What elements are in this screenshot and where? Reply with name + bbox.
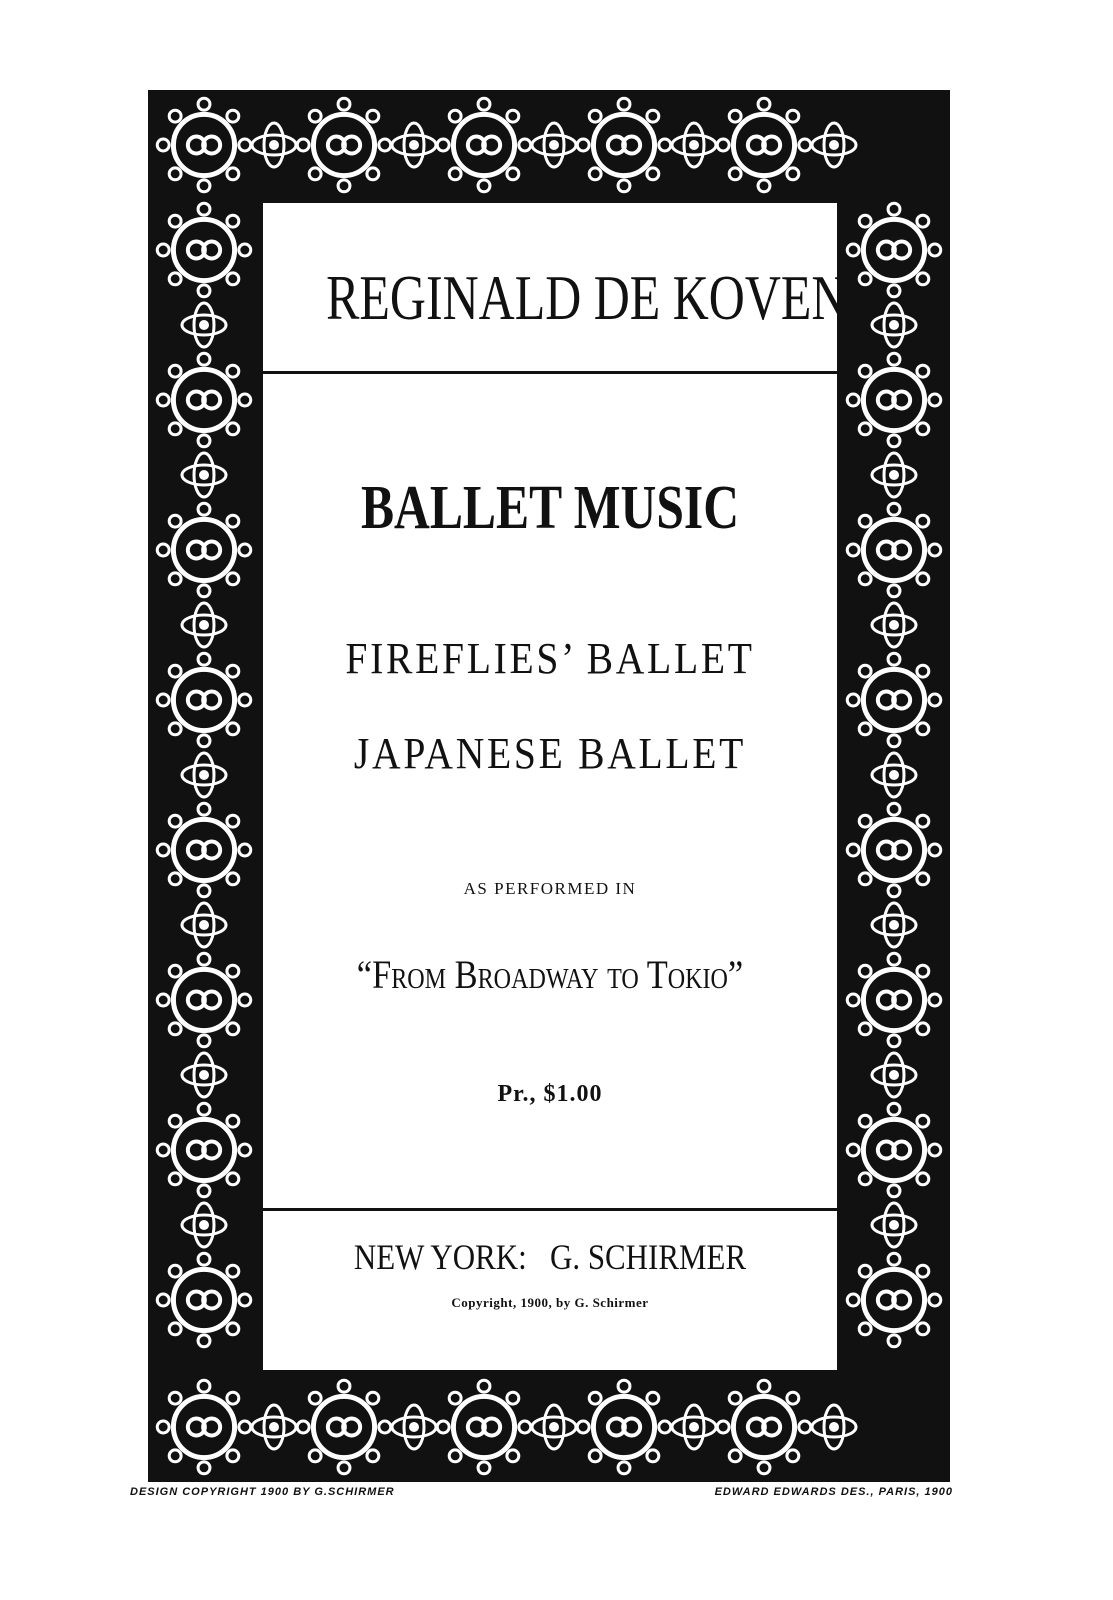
show-title: “From Broadway to Tokio” <box>356 952 744 997</box>
performed-note: AS PERFORMED IN <box>463 879 637 898</box>
divider-top <box>263 371 837 374</box>
price: Pr., $1.00 <box>497 1081 603 1107</box>
piece-title-fireflies: FIREFLIES’ BALLET <box>345 634 755 683</box>
designer-credit: EDWARD EDWARDS DES., PARIS, 1900 <box>714 1486 953 1498</box>
copyright-line: Copyright, 1900, by G. Schirmer <box>451 1295 649 1310</box>
piece-title-japanese: JAPANESE BALLET <box>353 729 747 778</box>
composer-name: REGINALD DE KOVEN <box>326 262 848 333</box>
heading-ballet-music: BALLET MUSIC <box>360 474 740 542</box>
title-panel <box>260 200 848 1373</box>
publisher-line: NEW YORK: G. SCHIRMER <box>353 1237 747 1277</box>
divider-bottom <box>263 1208 837 1211</box>
design-copyright-credit: DESIGN COPYRIGHT 1900 BY G.SCHIRMER <box>130 1486 395 1498</box>
